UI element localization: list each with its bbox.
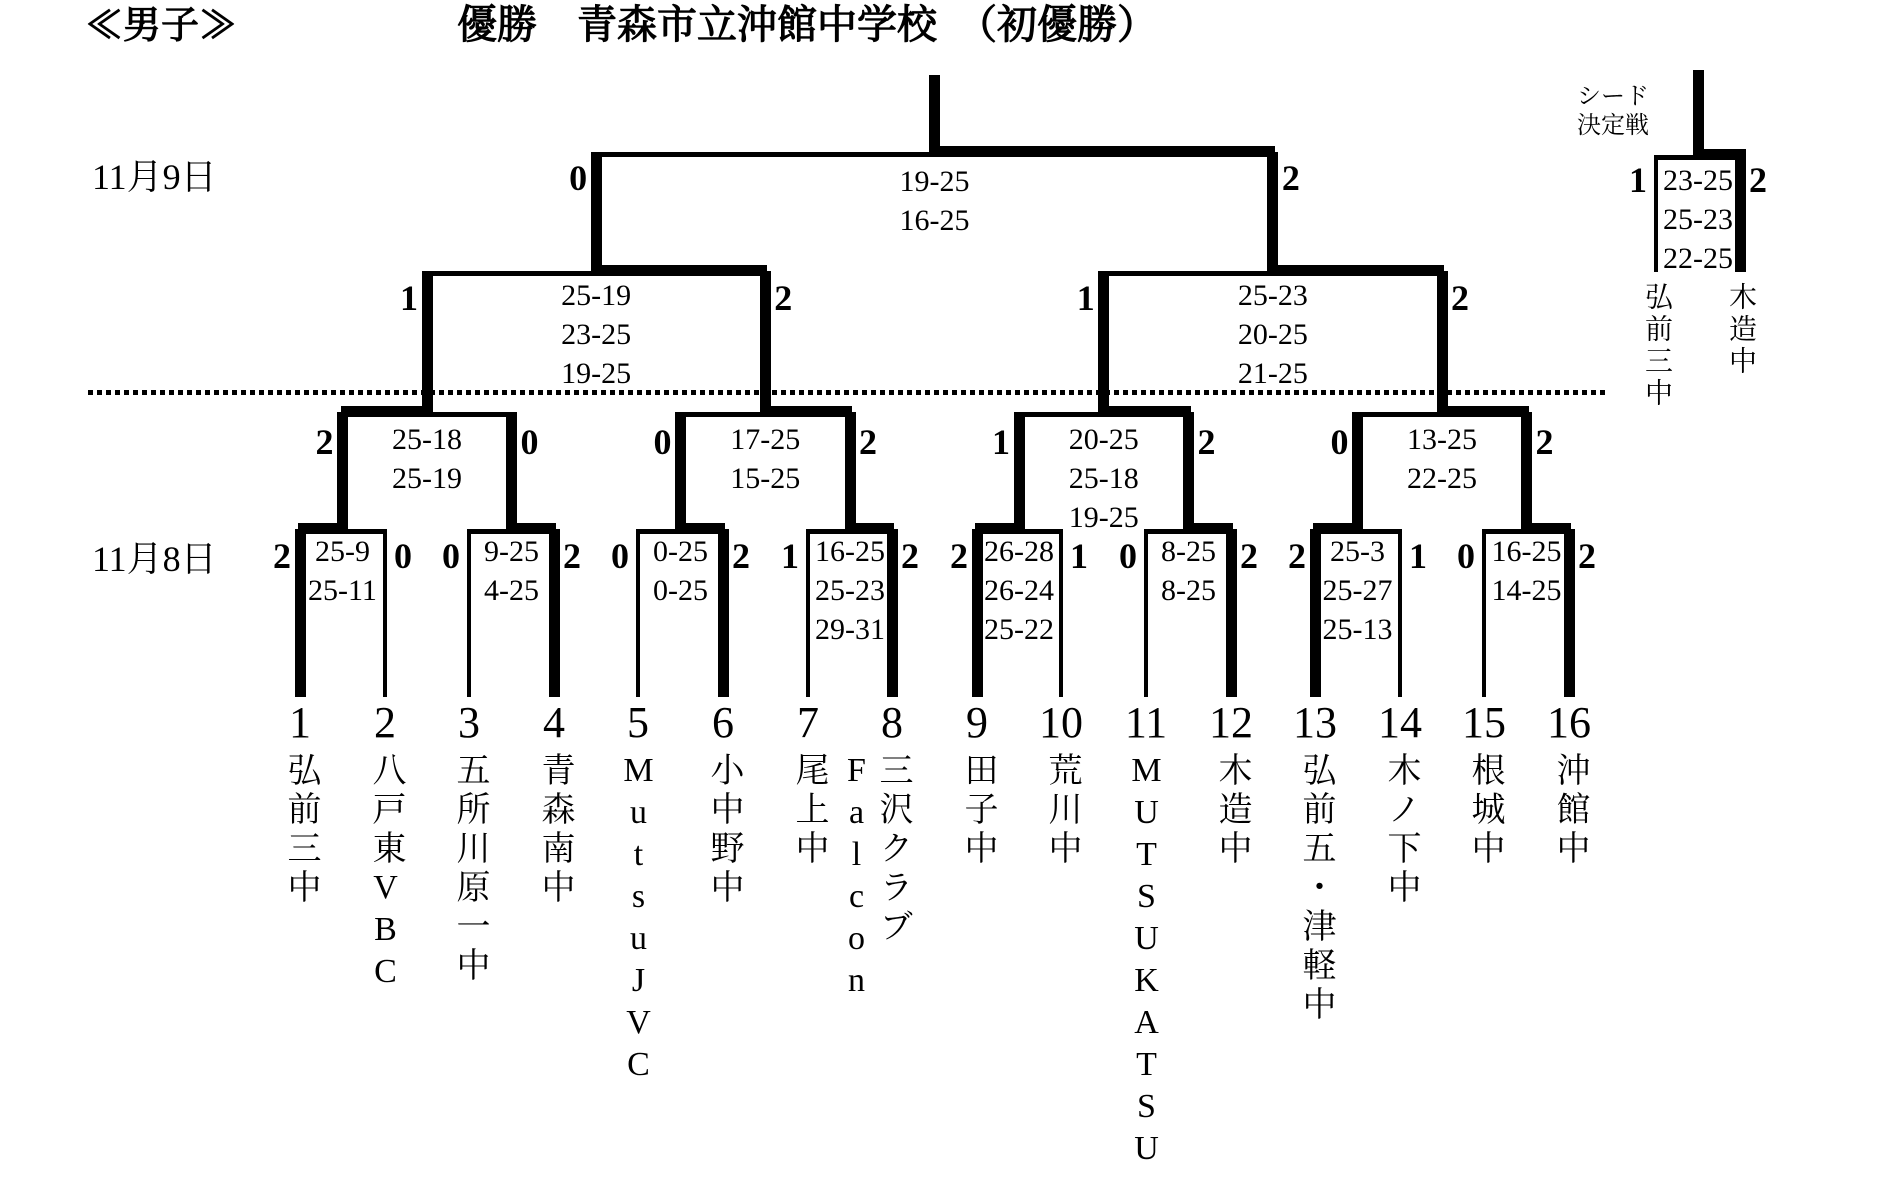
set-score: 26-24 [984, 574, 1054, 607]
sets-won-left: 0 [442, 536, 460, 576]
sets-won-left: 2 [315, 422, 334, 462]
date-label-nov9: 11月9日 [92, 157, 217, 197]
sets-won-right: 2 [1535, 422, 1554, 462]
team-name: 弘前三中 [282, 752, 319, 908]
sets-won-right: 1 [1409, 536, 1427, 576]
set-score: 25-18 [392, 423, 462, 456]
set-scores [1034, 420, 1174, 537]
team-name: 沖館中 [1551, 752, 1588, 869]
set-score: 8-25 [1161, 574, 1216, 607]
set-score: 25-19 [561, 279, 632, 312]
set-score: 26-28 [984, 535, 1054, 568]
team-number: 1 [289, 698, 311, 747]
team-name: 青森南中 [536, 752, 573, 908]
seed-label: シード [1577, 84, 1649, 110]
set-score: 4-25 [484, 574, 539, 607]
match-line-right [422, 412, 514, 417]
team-name: 根城中 [1466, 752, 1503, 869]
team-number: 14 [1378, 698, 1422, 747]
set-scores [695, 420, 835, 498]
team-name: 弘前五・津軽中 [1297, 752, 1334, 1025]
team-name: 五所川原一中 [451, 752, 488, 986]
set-score: 15-25 [730, 462, 801, 495]
set-score: 25-3 [1330, 535, 1385, 568]
sets-won-right: 2 [563, 536, 581, 576]
sets-won-right: 1 [1070, 536, 1088, 576]
team-number: 8 [881, 698, 903, 747]
set-score: 14-25 [1491, 574, 1562, 607]
advance-line [591, 152, 602, 276]
set-score: 19-25 [899, 165, 970, 198]
set-score: 25-27 [1322, 574, 1393, 607]
division-title: ≪男子≫ [85, 5, 238, 47]
set-score: 25-23 [1663, 203, 1733, 236]
seed-label: 決定戦 [1577, 113, 1649, 139]
team-number: 4 [543, 698, 565, 747]
set-score: 21-25 [1237, 357, 1308, 390]
set-score: 16-25 [1491, 535, 1562, 568]
team-name: 田子中 [959, 752, 996, 869]
set-score: 23-25 [561, 318, 632, 351]
sets-won-left: 1 [1076, 278, 1095, 318]
advance-line [675, 412, 686, 534]
team-number: 6 [712, 698, 734, 747]
sets-won-right: 2 [1749, 160, 1767, 200]
match-line-right [760, 406, 852, 417]
advance-line [1098, 271, 1109, 417]
set-score: 9-25 [484, 535, 539, 568]
set-score: 19-25 [561, 357, 632, 390]
set-score: 0-25 [653, 535, 708, 568]
sets-won-left: 0 [653, 422, 672, 462]
set-scores [865, 162, 1005, 240]
team-name: 三沢クラブFalcon [838, 752, 911, 1004]
sets-won-left: 1 [781, 536, 799, 576]
team-number: 2 [374, 698, 396, 747]
sets-won-right: 2 [1451, 278, 1469, 318]
set-score: 13-25 [1407, 423, 1477, 456]
team-number: 9 [966, 698, 988, 747]
sets-won-right: 2 [732, 536, 750, 576]
team-name: 八戸東VBC [367, 752, 404, 995]
day-separator [88, 390, 1608, 395]
team-name: 小中野中 [705, 752, 742, 908]
advance-line [760, 271, 771, 417]
set-score: 25-22 [984, 613, 1054, 646]
sets-won-left: 0 [1457, 536, 1475, 576]
team-number: 15 [1462, 698, 1506, 747]
set-score: 25-9 [315, 535, 370, 568]
sets-won-right: 2 [859, 422, 877, 462]
team-name: 荒川中 [1043, 752, 1080, 869]
match-line-right [591, 265, 767, 276]
set-score: 22-25 [1663, 242, 1733, 275]
set-score: 16-25 [815, 535, 885, 568]
sets-won-left: 2 [273, 536, 291, 576]
sets-won-left: 1 [400, 278, 418, 318]
set-score: 25-11 [308, 574, 377, 607]
set-score: 25-13 [1322, 613, 1393, 646]
advance-line [1521, 412, 1532, 534]
seed-team-name: 木造中 [1725, 282, 1756, 378]
set-score: 20-25 [1237, 318, 1308, 351]
seed-winner-line [1693, 70, 1704, 160]
sets-won-right: 2 [901, 536, 919, 576]
sets-won-right: 2 [1578, 536, 1596, 576]
match-line-right [930, 146, 1275, 157]
sets-won-left: 0 [611, 536, 629, 576]
team-name: 木ノ下中 [1382, 752, 1419, 908]
team-number: 13 [1293, 698, 1337, 747]
set-score: 16-25 [899, 204, 970, 237]
sets-won-left: 2 [1288, 536, 1306, 576]
set-scores [1203, 276, 1343, 393]
advance-line [337, 412, 348, 534]
sets-won-left: 1 [992, 422, 1010, 462]
set-score: 0-25 [653, 574, 708, 607]
advance-line [1183, 412, 1194, 534]
set-score: 25-18 [1068, 462, 1139, 495]
sets-won-left: 0 [1119, 536, 1137, 576]
set-score: 25-23 [815, 574, 885, 607]
team-number: 16 [1547, 698, 1591, 747]
set-score: 20-25 [1068, 423, 1139, 456]
champion-line [929, 75, 940, 157]
match-line-left [341, 406, 433, 417]
match-line-left [594, 152, 939, 157]
set-scores [526, 276, 666, 393]
set-score: 25-23 [1237, 279, 1308, 312]
sets-won-left: 0 [569, 158, 588, 198]
set-scores [357, 420, 497, 498]
set-score: 29-31 [815, 613, 885, 646]
advance-line [1014, 412, 1025, 534]
sets-won-right: 2 [1240, 536, 1258, 576]
team-number: 11 [1124, 698, 1168, 747]
sets-won-right: 2 [1197, 422, 1216, 462]
set-scores [1457, 532, 1597, 610]
team-name: MUTSUKATSU [1128, 752, 1165, 1172]
set-score: 22-25 [1407, 462, 1477, 495]
team-number: 5 [627, 698, 649, 747]
match-line-right [1437, 406, 1529, 417]
date-label-nov8: 11月8日 [92, 539, 217, 579]
match-line-right [1099, 406, 1191, 417]
set-score: 25-19 [392, 462, 462, 495]
set-score: 17-25 [730, 423, 801, 456]
match-line-left [1356, 412, 1448, 417]
sets-won-left: 2 [950, 536, 968, 576]
set-scores [1372, 420, 1512, 498]
advance-line [1267, 152, 1278, 276]
sets-won-left: 0 [1330, 422, 1349, 462]
match-line-left [1017, 412, 1109, 417]
advance-line [845, 412, 856, 534]
team-number: 3 [458, 698, 480, 747]
team-name: 尾上中 [790, 752, 827, 869]
advance-line [422, 271, 433, 417]
sets-won-right: 0 [520, 422, 539, 462]
seed-team-name: 弘前三中 [1641, 282, 1672, 410]
team-number: 7 [797, 698, 819, 747]
match-line-left [679, 412, 771, 417]
set-score: 19-25 [1068, 501, 1139, 534]
set-scores [1628, 161, 1768, 278]
set-score: 23-25 [1663, 164, 1733, 197]
sets-won-right: 0 [394, 536, 412, 576]
advance-line [506, 412, 517, 534]
match-line-right [1268, 265, 1444, 276]
sets-won-right: 2 [774, 278, 793, 318]
advance-line [1437, 271, 1448, 417]
team-name: 木造中 [1213, 752, 1250, 869]
team-number: 12 [1209, 698, 1253, 747]
advance-line [1352, 412, 1363, 534]
team-name: MutsuJVC [620, 752, 657, 1088]
sets-won-left: 1 [1629, 160, 1647, 200]
team-number: 10 [1039, 698, 1083, 747]
champion-title: 優勝 青森市立沖館中学校 （初優勝） [457, 2, 1157, 47]
sets-won-right: 2 [1281, 158, 1300, 198]
set-score: 8-25 [1161, 535, 1216, 568]
